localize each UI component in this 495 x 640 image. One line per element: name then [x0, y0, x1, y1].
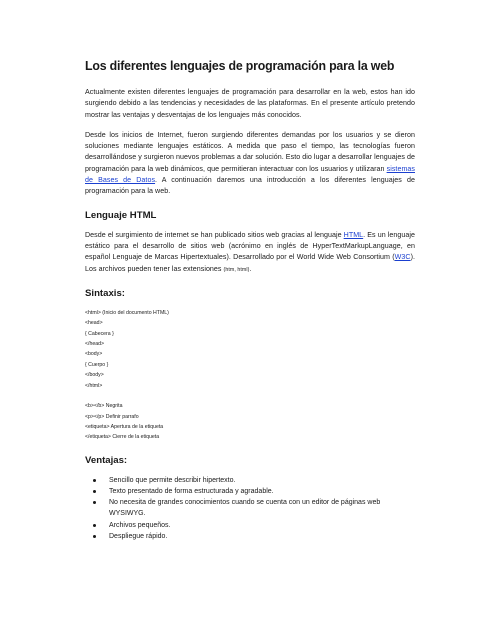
list-item-text: No necesita de grandes conocimientos cuando se cuenta con un editor de páginas web WYSIWYG. [109, 499, 381, 518]
tag-line: </etiqueta> Cierre de la etiqueta [85, 434, 160, 441]
list-item-text: Sencillo que permite describir hipertexto. [109, 476, 236, 484]
syntax-line: </html> [85, 382, 103, 389]
html-text-1: Desde el surgimiento de internet se han publicado sitios web gracias al lenguaje [85, 230, 344, 239]
bullet-icon [93, 524, 96, 527]
syntax-line: { Cuerpo } [85, 361, 109, 368]
w3c-link[interactable]: W3C [394, 253, 411, 262]
list-item [85, 475, 415, 486]
list-item [85, 531, 415, 542]
tag-line: <p></p> Definir parrafo [85, 413, 139, 420]
syntax-line: </head> [85, 341, 105, 348]
syntax-line: <body> [85, 351, 103, 358]
databases-link[interactable]: sistemas de Bases de Datos [85, 164, 415, 185]
syntax-tags-block [85, 401, 415, 443]
file-extensions: (htm, html) [223, 266, 250, 273]
list-item [85, 497, 415, 519]
bullet-icon [93, 501, 96, 504]
syntax-line: { Cabecera } [85, 330, 114, 337]
bullet-icon [93, 479, 96, 482]
html-paragraph [85, 230, 415, 276]
advantages-list [85, 475, 415, 542]
document-content [85, 58, 415, 542]
intro-paragraph: Actualmente existen diferentes lenguajes de programación para desarrollar en la web, estos han ido surgiendo debido a las tendencias y necesidades de las plataformas. En el presente artículo pretendo mostrar las ventajas y desventajas de los lenguajes más conocidos. [85, 88, 415, 119]
list-item-text: Texto presentado de forma estructurada y agradable. [109, 487, 274, 495]
list-item [85, 520, 415, 531]
syntax-structure-block [85, 308, 415, 391]
list-item-text: Despliegue rápido. [109, 532, 168, 540]
html-text-3: ). Los archivos pueden tener las extensiones [85, 253, 415, 273]
html-text-2: . Es un lenguaje estático para el desarrollo de sitios web (acrónimo en inglés de HyperTextMarkupLanguage, en español Lenguaje de Marcas Hipertextuales). Desarrollado por el World Wide Web Consortium ( [85, 230, 415, 262]
bullet-icon [93, 490, 96, 493]
html-link[interactable]: HTML [343, 230, 364, 239]
syntax-line: </body> [85, 372, 104, 379]
tag-line: <b></b> Negrita [85, 403, 123, 410]
syntax-line: <head> [85, 320, 103, 327]
advantages-section-heading: Ventajas: [85, 454, 128, 466]
list-item-text: Archivos pequeños. [109, 521, 171, 529]
tag-line: <etiqueta> Apertura de la etiqueta [85, 423, 164, 430]
html-section-heading: Lenguaje HTML [85, 209, 157, 221]
syntax-section-heading: Sintaxis: [85, 287, 125, 299]
history-text-after-link: . A continuación daremos una introducción a los diferentes lenguajes de programación para la web. [85, 176, 415, 196]
bullet-icon [93, 535, 96, 538]
history-text-before-link: Desde los inicios de Internet, fueron surgiendo diferentes demandas por los usuarios y se dieron soluciones mediante lenguajes estáticos. A medida que paso el tiempo, las tecnologías fueron desarrollándose y surgieron nuevos problemas a dar solución. Esto dio lugar a desarrollar lenguajes de programación para la web dinámicos, que permitieran interactuar con los usuarios y utilizaran [85, 130, 415, 173]
syntax-line: <html> (Inicio del documento HTML) [85, 309, 169, 316]
list-item [85, 486, 415, 497]
history-paragraph [85, 130, 415, 198]
html-text-4: . [249, 264, 252, 273]
page-title: Los diferentes lenguajes de programación para la web [85, 58, 395, 73]
